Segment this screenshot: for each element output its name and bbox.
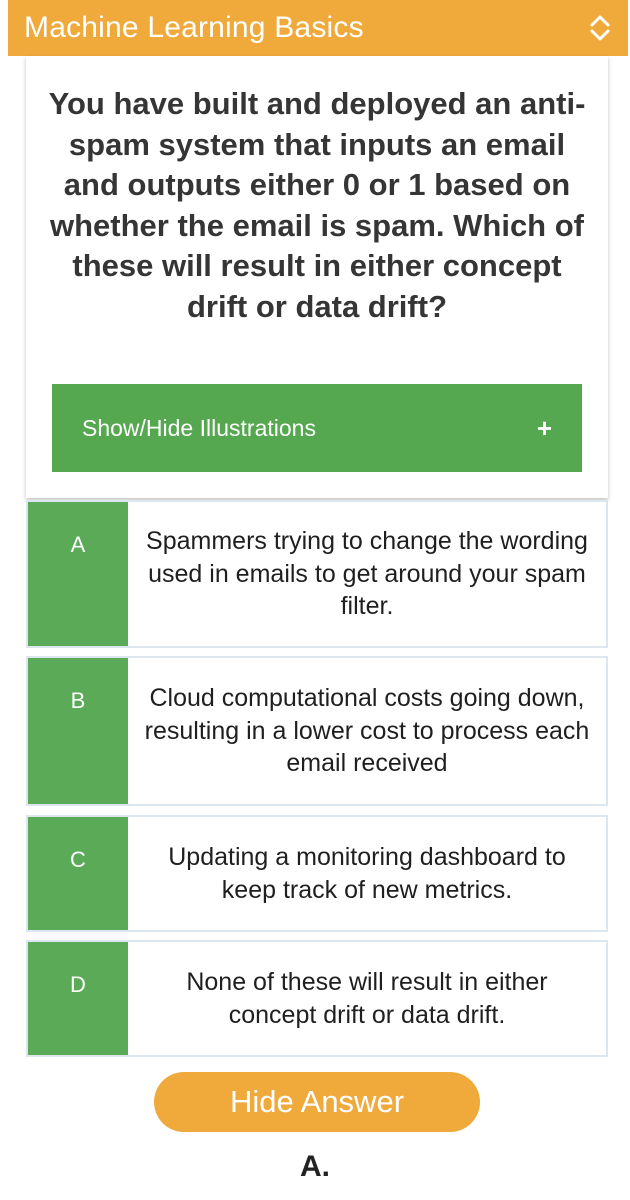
question-card xyxy=(26,56,608,498)
hide-answer-button[interactable]: Hide Answer xyxy=(154,1072,480,1132)
option-letter: B xyxy=(28,658,128,804)
chevron-up-down-icon-graphic xyxy=(589,13,611,43)
option-text: None of these will result in either concept drift or data drift. xyxy=(186,968,548,1029)
illustrations-label: Show/Hide Illustrations xyxy=(82,414,316,441)
option-letter: C xyxy=(28,817,128,930)
plus-icon: + xyxy=(536,413,552,443)
question-text: You have built and deployed an anti-spam system that inputs an email and outputs either 0 or 1 based on whether the email is spam. Which of these will result in either concept drift or data drift? xyxy=(48,86,586,324)
option-b[interactable] xyxy=(26,656,608,806)
option-c[interactable] xyxy=(26,815,608,932)
option-d[interactable] xyxy=(26,940,608,1057)
chevron-up-down-icon[interactable] xyxy=(586,8,614,48)
show-hide-illustrations-button[interactable] xyxy=(52,384,582,472)
option-text: Spammers trying to change the wording used in emails to get around your spam filter. xyxy=(146,527,588,621)
option-text: Updating a monitoring dashboard to keep track of new metrics. xyxy=(168,843,566,904)
option-a[interactable] xyxy=(26,500,608,648)
option-text: Cloud computational costs going down, resulting in a lower cost to process each email received xyxy=(144,684,590,778)
app-header xyxy=(8,0,628,56)
header-title: Machine Learning Basics xyxy=(24,11,364,44)
option-letter: A xyxy=(28,502,128,646)
answer-text: A. xyxy=(300,1150,330,1183)
option-letter: D xyxy=(28,942,128,1055)
